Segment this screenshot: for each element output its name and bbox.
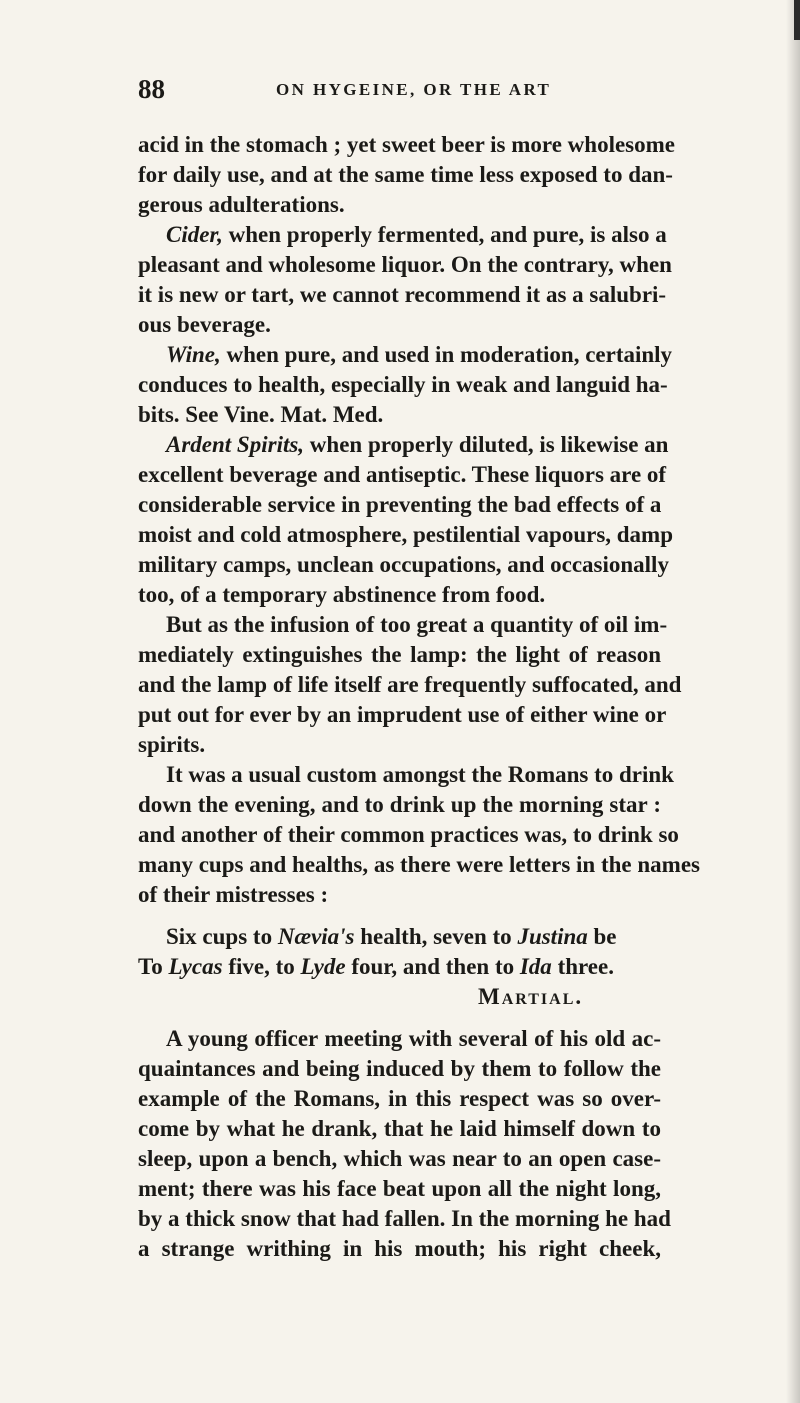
text-line: gerous adulterations. <box>138 192 345 217</box>
text-line: military camps, unclean occupations, and occasionally <box>138 552 669 577</box>
paragraph-spirits <box>138 430 674 610</box>
text-line: come by what he drank, that he laid himself down to <box>138 1116 661 1141</box>
term-cider: Cider, <box>166 222 223 247</box>
paragraph-wine <box>138 340 673 430</box>
page-edge-mark <box>794 0 800 40</box>
spacer <box>138 910 661 922</box>
text-line: and the lamp of life itself are frequently suffocated, and <box>138 672 682 697</box>
text-line: by a thick snow that had fallen. In the morning he had <box>138 1206 671 1231</box>
verse-line: To Lycas five, to Lyde four, and then to Ida three. <box>138 954 614 979</box>
term-ardent-spirits: Ardent Spirits, <box>166 432 305 457</box>
text-line: sleep, upon a bench, which was near to an open case- <box>138 1146 661 1171</box>
text-line: down the evening, and to drink up the morning star : <box>138 792 661 817</box>
text-line: example of the Romans, in this respect was so over- <box>138 1086 661 1111</box>
page-edge-shadow <box>786 0 800 1403</box>
text-line: quaintances and being induced by them to follow the <box>138 1056 661 1081</box>
text-line: It was a usual custom amongst the Romans to drink <box>166 762 674 787</box>
body-text <box>138 130 700 1264</box>
text-line: acid in the stomach ; yet sweet beer is more wholesome <box>138 132 675 157</box>
text-line: excellent beverage and antiseptic. These liquors are of <box>138 462 667 487</box>
name-lyde: Lyde <box>300 954 346 979</box>
text-line: moist and cold atmosphere, pestilential vapours, damp <box>138 522 674 547</box>
text-line: considerable service in preventing the bad effects of a <box>138 492 662 517</box>
name-ida: Ida <box>519 954 552 979</box>
text-line: it is new or tart, we cannot recommend it as a salubri- <box>138 282 667 307</box>
paragraph-beer <box>138 130 675 220</box>
text-line: bits. See Vine. Mat. Med. <box>138 402 384 427</box>
text-line: conduces to health, especially in weak and languid ha- <box>138 372 668 397</box>
paragraph-officer <box>138 1024 671 1264</box>
paragraph-infusion <box>138 610 682 760</box>
running-head: ON HYGEINE, OR THE ART <box>276 80 552 99</box>
text-line: of their mistresses : <box>138 882 329 907</box>
term-wine: Wine, <box>166 342 221 367</box>
text-line: ous beverage. <box>138 312 271 337</box>
text-line: mediately extinguishes the lamp: the light of reason <box>138 642 661 667</box>
spacer <box>138 1012 661 1024</box>
text-line: spirits. <box>138 732 206 757</box>
verse-quotation <box>138 922 661 1012</box>
text-line: Wine, when pure, and used in moderation, certainly <box>166 342 673 367</box>
text-line: put out for ever by an imprudent use of either wine or <box>138 702 667 727</box>
paragraph-romans <box>138 760 700 910</box>
text-line: A young officer meeting with several of his old ac- <box>166 1026 661 1051</box>
text-line: Ardent Spirits, when properly diluted, is likewise an <box>166 432 669 457</box>
text-line: ment; there was his face beat upon all the night long, <box>138 1176 661 1201</box>
name-lycas: Lycas <box>168 954 223 979</box>
verse-line: Six cups to Nævia's health, seven to Justina be <box>166 924 617 949</box>
page-header <box>138 74 638 104</box>
name-naevia: Nævia's <box>277 924 355 949</box>
page-number: 88 <box>138 74 165 104</box>
text-line: pleasant and wholesome liquor. On the contrary, when <box>138 252 672 277</box>
text-line: many cups and healths, as there were letters in the names <box>138 852 700 877</box>
text-line: But as the infusion of too great a quantity of oil im- <box>166 612 668 637</box>
text-line: too, of a temporary abstinence from food. <box>138 582 546 607</box>
verse-attribution: Martial. <box>478 984 584 1009</box>
paragraph-cider <box>138 220 672 340</box>
text-line: Cider, when properly fermented, and pure, is also a <box>166 222 667 247</box>
text-line: for daily use, and at the same time less exposed to dan- <box>138 162 673 187</box>
text-line: a strange writhing in his mouth; his right cheek, <box>138 1236 661 1261</box>
text-line: and another of their common practices was, to drink so <box>138 822 679 847</box>
name-justina: Justina <box>517 924 588 949</box>
